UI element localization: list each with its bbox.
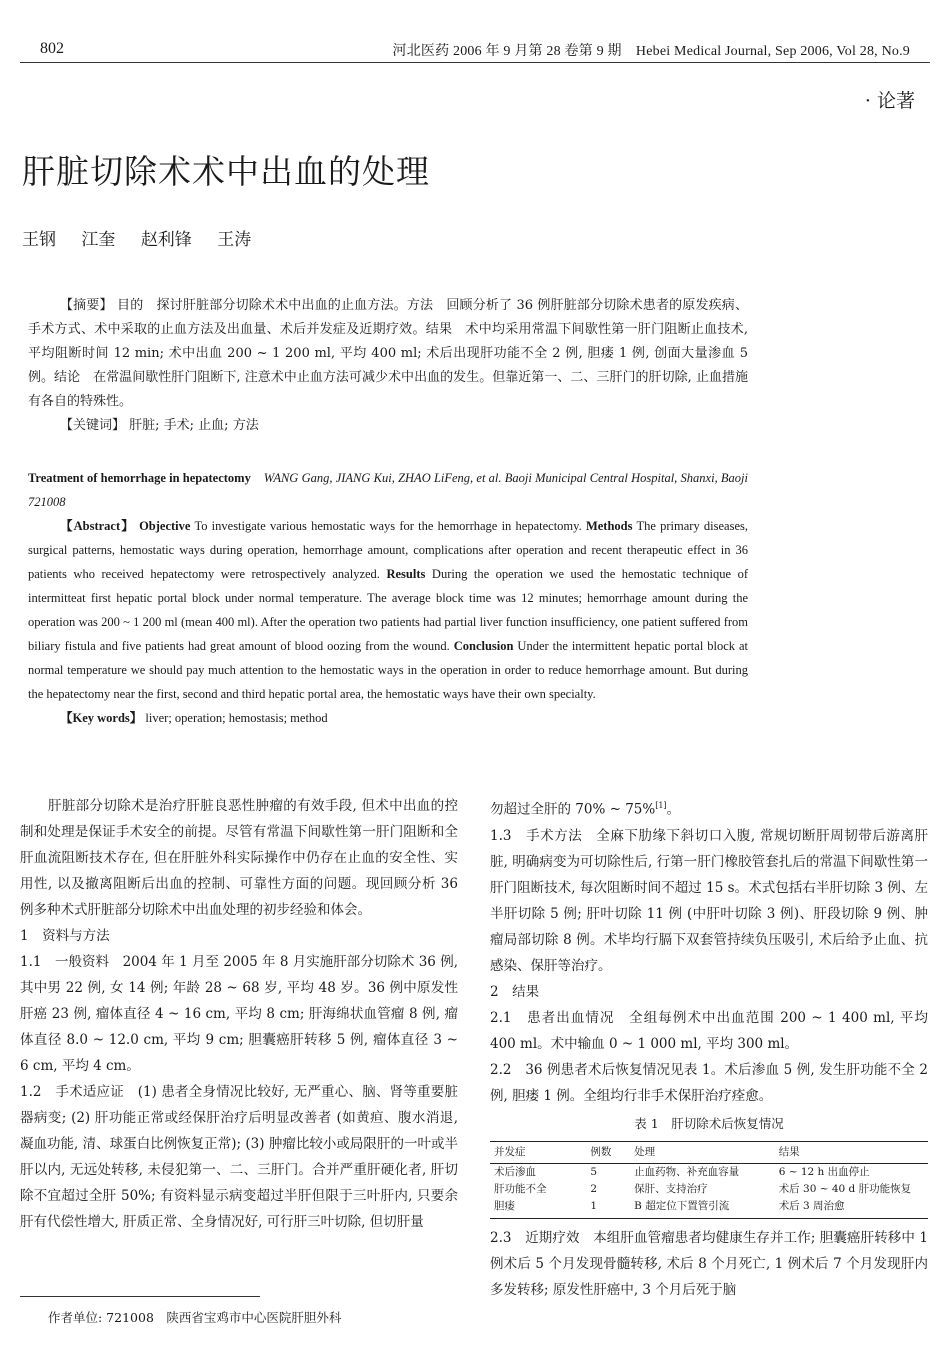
abstract-cn-paragraph	[28, 294, 748, 414]
table-caption: 表 1 肝切除术后恢复情况	[634, 1115, 784, 1131]
article-title: 肝脏切除术术中出血的处理	[22, 152, 430, 191]
authors	[22, 225, 271, 250]
author-1: 王钢	[22, 230, 56, 250]
left-column	[20, 793, 458, 1235]
footnote-rule	[20, 1296, 260, 1297]
right-column	[490, 793, 928, 1303]
reference-1: [1]	[655, 801, 667, 810]
results-text: During the operation we used the hemostatic technique of intermitteat first hepatic portal block under normal temperature. The average block time was 12 minutes; hemorrhage amount during the operation was 200 ~ 1 200 ml (mean 400 ml). After the operation two patients had partial liver function insufficiency, one patient suffered from biliary fistula and five patients had great amount of blood oozing from the wound.	[28, 567, 749, 653]
objective-label: Objective	[139, 519, 191, 533]
methods-text: The primary diseases, surgical patterns, hemostatic ways during operation, hemorrhage amount, complications after operation and recent therapeutic effect in 36 patients who received hepatectomy were retrospectively analyzed.	[28, 519, 749, 581]
section-2-1: 2.1 患者出血情况 全组每例术中出血范围 200 ~ 1 400 ml, 平均 400 ml。术中输血 0 ~ 1 000 ml, 平均 300 ml。	[490, 1009, 928, 1052]
table-row	[490, 1198, 928, 1219]
keywords-cn	[28, 414, 748, 438]
recovery-table	[490, 1141, 928, 1219]
keywords-cn-label: 【关键词】	[60, 418, 126, 433]
table-header: 处理	[630, 1141, 775, 1163]
author-4: 王涛	[217, 230, 252, 250]
table-row	[490, 1181, 928, 1198]
table-header: 并发症	[490, 1141, 586, 1163]
table-header-row	[490, 1141, 928, 1163]
page-number: 802	[40, 40, 64, 57]
table-cell: 5	[590, 1165, 598, 1178]
header-rule	[20, 62, 930, 63]
table-cell: 2	[590, 1182, 598, 1195]
english-title-line	[28, 466, 748, 514]
abstract-cn-text: 目的 探讨肝脏部分切除术术中出血的止血方法。方法 回顾分析了 36 例肝脏部分切除术患者的原发疾病、手术方式、术中采取的止血方法及出血量、术后并发症及近期疗效。结果 术中均采用常温下间歇性第一肝门阻断止血技术, 平均阻断时间 12 min; 术中出血 200 ~ 1 200 ml, 平均 400 ml; 术后出现肝功能不全 2 例, 胆瘘 1 例, 创面大量渗血 5 例。结论 在常温间歇性肝门阻断下, 注意术中止血方法可减少术中出血的发生。但靠近第一、二、三肝门的肝切除, 止血措施有各自的特殊性。	[28, 298, 748, 409]
section-1-1: 1.1 一般资料 2004 年 1 月至 2005 年 8 月实施肝部分切除术 36 例, 其中男 22 例, 女 14 例; 年龄 28 ~ 68 岁, 平均 48 岁。36 例中原发性肝癌 23 例, 瘤体直径 4 ~ 16 cm, 平均 8 cm; 肝海绵状血管瘤 8 例, 瘤体直径 8.0 ~ 12.0 cm, 平均 9 cm; 胆囊癌肝转移 5 例, 瘤体直径 3 ~ 6 cm, 平均 4 cm。	[20, 954, 458, 1074]
abstract-cn-label: 【摘要】	[60, 298, 113, 313]
heading-materials-methods: 1 资料与方法	[20, 928, 110, 944]
table-cell: 术后渗血	[494, 1165, 536, 1178]
table-cell: 保肝、支持治疗	[634, 1182, 708, 1195]
table-cell: 术后 3 周治愈	[775, 1198, 928, 1219]
table-cell: 1	[586, 1198, 630, 1219]
section-1-2-continued	[490, 793, 928, 823]
section-1-2-end: 。	[666, 801, 681, 818]
section-1-2-continued-text: 勿超过全肝的 70% ~ 75%	[490, 801, 656, 818]
table-row	[490, 1163, 928, 1181]
table-cell: B 超定位下置管引流	[630, 1198, 775, 1219]
author-3: 赵利锋	[140, 230, 192, 250]
english-keywords-text: liver; operation; hemostasis; method	[145, 711, 328, 725]
english-keywords	[28, 706, 748, 730]
abstract-cn	[28, 294, 748, 438]
keywords-cn-text: 肝脏; 手术; 止血; 方法	[129, 418, 259, 433]
section-2-2: 2.2 36 例患者术后恢复情况见表 1。术后渗血 5 例, 发生肝功能不全 2 例, 胆瘘 1 例。全组均行非手术保肝治疗痊愈。	[490, 1061, 928, 1104]
methods-label: Methods	[585, 519, 633, 533]
english-abstract-body	[28, 514, 748, 706]
section-1-2: 1.2 手术适应证 (1) 患者全身情况比较好, 无严重心、脑、肾等重要脏器病变; (2) 肝功能正常或经保肝治疗后明显改善者 (如黄疸、腹水消退, 凝血功能, 清、球蛋白比例恢复正常); (3) 肿瘤比较小或局限肝的一叶或半肝以内, 无远处转移, 未侵犯第一、二、三肝门。合并严重肝硬化者, 肝切除不宜超过全肝 50%; 有资料显示病变超过半肝但限于三叶肝内, 只要余肝有代偿性增大, 肝质正常、全身情况好, 可行肝三叶切除, 但切肝量	[20, 1084, 458, 1230]
table-cell: 6 ~ 12 h 出血停止	[778, 1165, 870, 1178]
table-cell: 肝功能不全	[494, 1182, 547, 1195]
table-header: 结果	[775, 1141, 928, 1163]
english-title: Treatment of hemorrhage in hepatectomy	[28, 471, 251, 485]
section-label: · 论著	[864, 90, 915, 112]
objective-text: To investigate various hemostatic ways for the hemorrhage in hepatectomy.	[194, 519, 582, 533]
author-affiliation-footnote: 作者单位: 721008 陕西省宝鸡市中心医院肝胆外科	[48, 1310, 342, 1325]
heading-results: 2 结果	[490, 983, 540, 1000]
english-authors: WANG Gang, JIANG Kui, ZHAO LiFeng, et al. Baoji Municipal Central Hospital, Shanxi, Baoji 721008	[28, 471, 749, 509]
abstract-label: 【Abstract】	[60, 519, 135, 533]
table-header: 例数	[586, 1141, 630, 1163]
table-cell: 胆瘘	[490, 1198, 586, 1219]
english-keywords-label: 【Key words】	[60, 711, 143, 725]
author-2: 江奎	[81, 230, 116, 250]
conclusion-label: Conclusion	[453, 639, 514, 653]
section-1-3: 1.3 手术方法 全麻下肋缘下斜切口入腹, 常规切断肝周韧带后游离肝脏, 明确病变为可切除性后, 行第一肝门橡胶管套扎后的常温下间歇性第一肝门阻断技术, 每次阻断时间不超过 15 s。术式包括右半肝切除 3 例、左半肝切除 5 例; 肝叶切除 11 例 (中肝叶切除 3 例)、肝段切除 9 例、肿瘤局部切除 8 例。术毕均行膈下双套管持续负压吸引, 术后给予止血、抗感染、保肝等治疗。	[490, 827, 928, 974]
english-abstract	[28, 466, 748, 730]
table-cell: 止血药物、补充血容量	[634, 1165, 740, 1178]
results-label: Results	[386, 567, 426, 581]
conclusion-text: Under the intermittent hepatic portal block at normal temperature we should pay much attention to the hemostatic ways in the operation in order to reduce hemorrhage amount. But during the hepatectomy near the first, second and third hepatic portal area, the hemostatic ways have their own specialty.	[28, 639, 748, 701]
running-header: 河北医药 2006 年 9 月第 28 卷第 9 期 Hebei Medical Journal, Sep 2006, Vol 28, No.9	[392, 44, 910, 59]
intro-paragraph: 肝脏部分切除术是治疗肝脏良恶性肿瘤的有效手段, 但术中出血的控制和处理是保证手术安全的前提。尽管有常温下间歇性第一肝门阻断和全肝血流阻断技术存在, 但在肝脏外科实际操作中仍存在止血的安全性、实用性, 以及撤离阻断后出血的控制、可靠性方面的问题。现回顾分析 36 例多种术式肝脏部分切除术中出血处理的初步经验和体会。	[20, 798, 458, 918]
table-cell: 术后 30 ~ 40 d 肝功能恢复	[778, 1182, 912, 1195]
section-2-3: 2.3 近期疗效 本组肝血管瘤患者均健康生存并工作; 胆囊癌肝转移中 1 例术后 5 个月发现骨髓转移, 术后 8 个月死亡, 1 例术后 7 个月发现肝内多发转移; 原发性肝癌中, 3 个月后死于脑	[490, 1229, 928, 1298]
